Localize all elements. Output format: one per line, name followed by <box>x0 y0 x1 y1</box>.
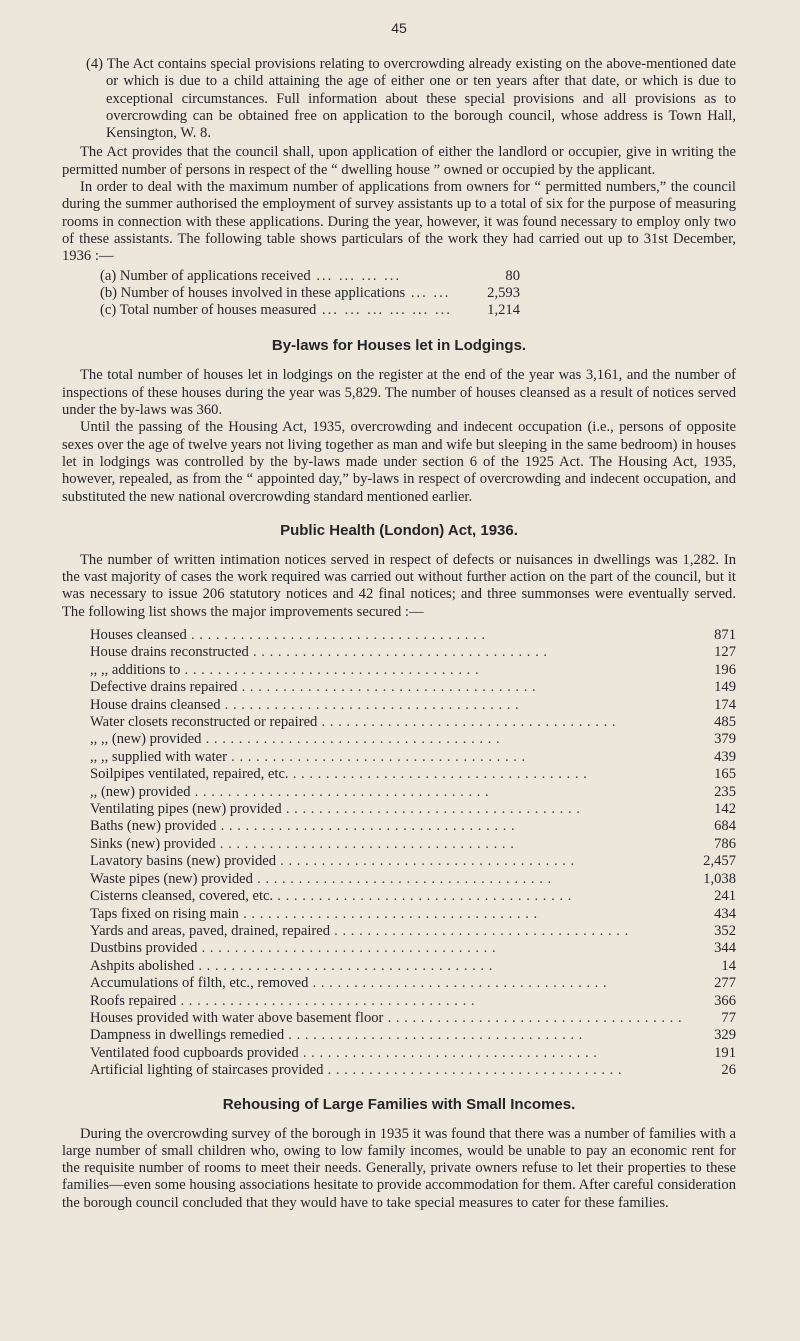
item-value: 379 <box>714 731 736 748</box>
list-item <box>62 731 736 748</box>
list-item <box>62 697 736 714</box>
item-label: Lavatory basins (new) provided . . . <box>90 853 682 870</box>
list-item <box>62 662 736 679</box>
item-value: 235 <box>714 783 736 800</box>
leader-dots: ... ... <box>405 284 451 301</box>
item-value: 277 <box>714 975 736 992</box>
item-value: 174 <box>714 696 736 713</box>
item-label: Yards and areas, paved, drained, repaired . . . <box>90 923 682 940</box>
table-row <box>62 268 736 285</box>
item-value: 485 <box>714 714 736 731</box>
list-item <box>62 714 736 731</box>
item-label: Dustbins provided . . . <box>90 940 682 957</box>
paragraph-rehousing: During the overcrowding survey of the borough in 1935 it was found that there was a number of families with a large number of small children who, owing to low family incomes, would be unable to pay an economic rent for the requisite number of rooms to meet their needs. Generally, private owners refuse to let their properties to these families—even some housing associations hesitate to provide accommodation for them. After careful consideration the borough council concluded that they would have to take special measures to cater for these families. <box>62 1125 736 1211</box>
item-label: Houses cleansed . . . <box>90 627 682 644</box>
item-label: Cisterns cleansed, covered, etc. . . . <box>90 888 682 905</box>
item-label: Ashpits abolished . . . <box>90 958 682 975</box>
item-value: 142 <box>714 801 736 818</box>
item-label: ,, ,, additions to . . . <box>90 662 682 679</box>
list-item <box>62 993 736 1010</box>
item-value: 786 <box>714 835 736 852</box>
heading-rehousing: Rehousing of Large Families with Small Incomes. <box>222 1095 576 1113</box>
provision-item-4: (4) The Act contains special provisions relating to overcrowding already existing on the above-mentioned date or which is due to a child attaining the age of either one or ten years after that date, or which is due to exceptional circumstances. Full information about these special provisions and all provisions as to overcrowding can be obtained free on application to the borough council, whose address is Town Hall, Kensington, W. 8. <box>86 56 736 142</box>
item-label: Baths (new) provided . . . <box>90 818 682 835</box>
table-row <box>62 285 736 302</box>
item-value: 127 <box>714 644 736 661</box>
item-value: 241 <box>714 888 736 905</box>
list-item <box>62 871 736 888</box>
list-item <box>62 749 736 766</box>
table-row <box>62 302 736 319</box>
item-label: Dampness in dwellings remedied . . . <box>90 1027 682 1044</box>
item-value: 1,038 <box>703 870 736 887</box>
item-value: 871 <box>714 627 736 644</box>
list-item <box>62 975 736 992</box>
paragraph-survey-assistants: In order to deal with the maximum number of applications from owners for “ permitted numbers,” the council during the summer authorised the employment of survey assistants up to a total of six for the purpose of measuring rooms in connection with these applications. During the year, however, it was found necessary to employ only two of these assistants. The following table shows particulars of the work they had carried out up to 31st December, 1936 :— <box>62 179 736 265</box>
item-value: 149 <box>714 679 736 696</box>
leader-dots: ... ... ... ... <box>310 267 402 284</box>
list-item <box>62 923 736 940</box>
item-value: 684 <box>714 818 736 835</box>
item-value: 352 <box>714 922 736 939</box>
item-value: 434 <box>714 905 736 922</box>
item-value: 191 <box>714 1044 736 1061</box>
item-value: 2,457 <box>703 853 736 870</box>
item-value: 329 <box>714 1027 736 1044</box>
list-item <box>62 627 736 644</box>
item-value: 77 <box>721 1009 736 1026</box>
item-label: House drains reconstructed . . . <box>90 644 682 661</box>
list-item <box>62 836 736 853</box>
item-label: ,, (new) provided . . . <box>90 784 682 801</box>
row-label: (b) Number of houses involved in these applications <box>100 284 406 301</box>
list-item <box>62 853 736 870</box>
list-item <box>62 888 736 905</box>
list-item <box>62 1045 736 1062</box>
leader-dots: ... ... ... ... ... ... <box>316 302 452 319</box>
heading-bylaws-lodgings: By-laws for Houses let in Lodgings. <box>271 337 527 355</box>
paragraph-permitted-number: The Act provides that the council shall, upon application of either the landlord or occupier, give in writing the permitted number of persons in respect of the “ dwelling house ” owned or occupied by the applicant. <box>62 144 736 178</box>
item-label: Ventilating pipes (new) provided . . . <box>90 801 682 818</box>
row-value: 1,214 <box>487 302 520 319</box>
item-label: Waste pipes (new) provided . . . <box>90 871 682 888</box>
paragraph-intimation-notices: The number of written intimation notices served in respect of defects or nuisances in dwellings was 1,282. In the vast majority of cases the work required was carried out without further action on the part of the council, but it was necessary to issue 206 statutory notices and 42 final notices; and three summonses were eventually served. The following list shows the major improvements secured :— <box>62 551 736 620</box>
page-number: 45 <box>391 20 407 36</box>
list-item <box>62 818 736 835</box>
list-item <box>62 784 736 801</box>
permitted-numbers-table <box>62 268 736 320</box>
item-label: ,, ,, (new) provided . . . <box>90 731 682 748</box>
item-value: 439 <box>714 748 736 765</box>
row-value: 2,593 <box>487 284 520 301</box>
list-item <box>62 766 736 783</box>
list-item <box>62 906 736 923</box>
item-value: 366 <box>714 992 736 1009</box>
item-label: Taps fixed on rising main . . . <box>90 906 682 923</box>
row-label: (a) Number of applications received <box>100 267 311 284</box>
item-label: Accumulations of filth, etc., removed . . . <box>90 975 682 992</box>
heading-public-health-act: Public Health (London) Act, 1936. <box>280 521 518 539</box>
list-item <box>62 958 736 975</box>
improvements-list <box>62 627 736 1080</box>
item-label: Artificial lighting of staircases provided . . . <box>90 1062 682 1079</box>
list-item <box>62 940 736 957</box>
list-item <box>62 801 736 818</box>
item-value: 14 <box>721 957 736 974</box>
row-label: (c) Total number of houses measured <box>100 302 317 319</box>
list-item <box>62 679 736 696</box>
row-value: 80 <box>505 267 520 284</box>
item-label: Houses provided with water above basement floor . . . <box>90 1010 682 1027</box>
item-label: Water closets reconstructed or repaired . . . <box>90 714 682 731</box>
item-value: 196 <box>714 661 736 678</box>
paragraph-lodgings-register: The total number of houses let in lodgings on the register at the end of the year was 3,161, and the number of inspections of these houses during the year was 5,829. The number of houses cleansed as a result of notices served under the by-laws was 360. <box>62 367 736 419</box>
paragraph-housing-act: Until the passing of the Housing Act, 1935, overcrowding and indecent occupation (i.e., persons of opposite sexes over the age of twelve years not living together as man and wife but sleeping in the same bedroom) in houses let in lodgings was controlled by the by-laws made under section 6 of the 1925 Act. The Housing Act, 1935, however, repealed, as from the “ appointed day,” by-laws in respect of overcrowding and indecent occupation, and substituted the new national overcrowding standard mentioned earlier. <box>62 419 736 505</box>
item-label: ,, ,, supplied with water . . . <box>90 749 682 766</box>
list-item <box>62 1027 736 1044</box>
item-label: Sinks (new) provided . . . <box>90 836 682 853</box>
item-value: 26 <box>721 1062 736 1079</box>
item-label: Ventilated food cupboards provided . . . <box>90 1045 682 1062</box>
item-label: Soilpipes ventilated, repaired, etc. . . . <box>90 766 682 783</box>
list-item <box>62 1062 736 1079</box>
item-label: House drains cleansed . . . <box>90 697 682 714</box>
item-label: Defective drains repaired . . . <box>90 679 682 696</box>
list-item <box>62 644 736 661</box>
list-item <box>62 1010 736 1027</box>
item-value: 165 <box>714 766 736 783</box>
item-label: Roofs repaired . . . <box>90 993 682 1010</box>
item-value: 344 <box>714 940 736 957</box>
